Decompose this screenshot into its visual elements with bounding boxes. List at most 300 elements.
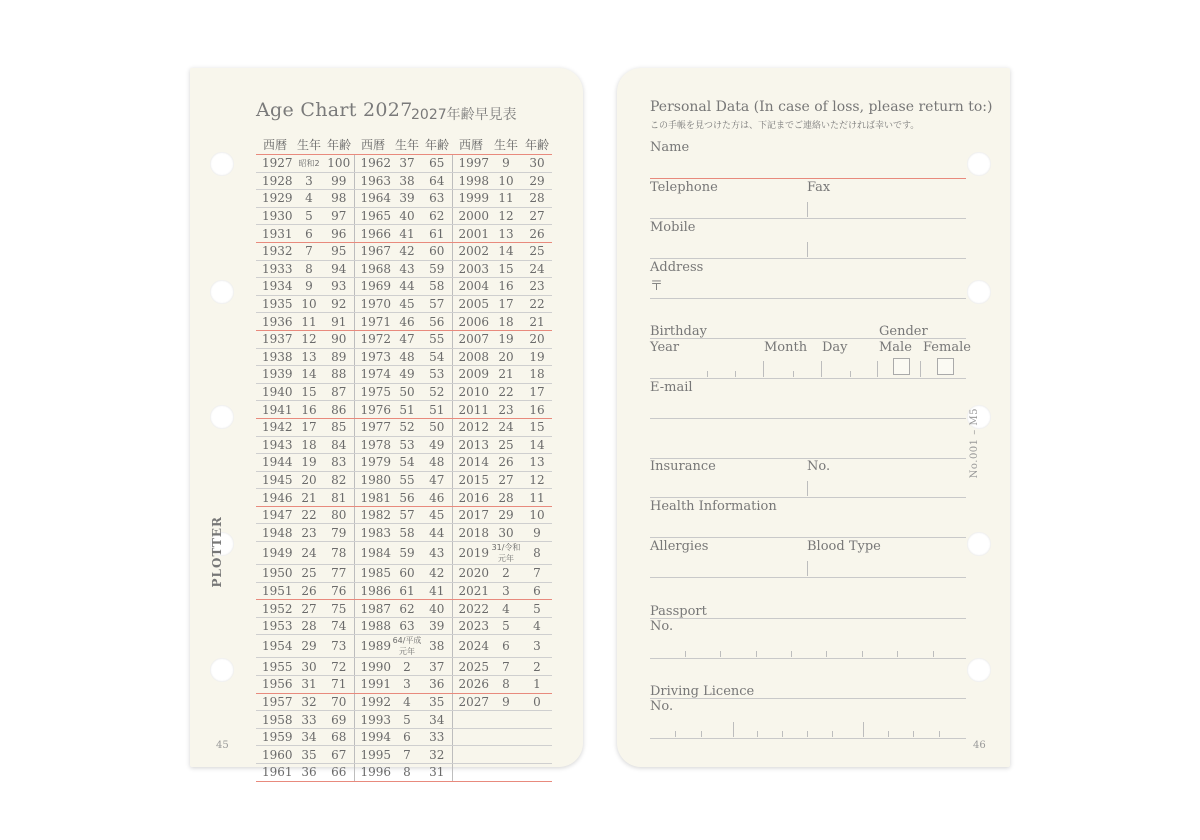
table-cell: 6 <box>490 635 522 658</box>
field-divider <box>807 242 808 257</box>
table-row <box>256 582 552 600</box>
table-cell: 1933 <box>256 260 294 278</box>
table-cell: 1969 <box>354 278 392 296</box>
table-row <box>256 524 552 542</box>
table-cell: 2010 <box>452 383 490 401</box>
passport-label: Passport <box>650 604 707 619</box>
table-cell: 29 <box>522 172 552 190</box>
table-cell: 26 <box>294 582 324 600</box>
table-cell: 1980 <box>354 471 392 489</box>
table-cell: 83 <box>324 454 354 472</box>
table-cell: 62 <box>422 207 452 225</box>
column-header: 西暦 <box>354 134 392 155</box>
table-cell: 73 <box>324 635 354 658</box>
table-cell: 36 <box>422 676 452 694</box>
table-cell: 13 <box>294 348 324 366</box>
table-cell: 1957 <box>256 693 294 711</box>
table-cell: 65 <box>422 155 452 173</box>
field-divider <box>807 561 808 576</box>
table-cell: 1971 <box>354 313 392 331</box>
column-header: 年齢 <box>422 134 452 155</box>
table-cell: 15 <box>294 383 324 401</box>
table-cell: 48 <box>422 454 452 472</box>
table-cell: 31 <box>422 764 452 782</box>
table-row <box>256 383 552 401</box>
table-cell: 2005 <box>452 295 490 313</box>
table-cell: 2012 <box>452 418 490 436</box>
table-row <box>256 471 552 489</box>
table-cell: 1981 <box>354 489 392 507</box>
table-cell: 22 <box>522 295 552 313</box>
table-cell: 57 <box>422 295 452 313</box>
table-cell: 39 <box>422 617 452 635</box>
table-cell: 44 <box>422 524 452 542</box>
table-cell: 1993 <box>354 711 392 729</box>
field-tick <box>862 651 863 657</box>
table-cell: 2004 <box>452 278 490 296</box>
field-tick <box>720 651 721 657</box>
email-label: E-mail <box>650 380 693 395</box>
table-cell: 1958 <box>256 711 294 729</box>
table-cell: 9 <box>294 278 324 296</box>
brand-logo: PLOTTER <box>210 516 224 588</box>
table-cell: 1998 <box>452 172 490 190</box>
table-cell: 1930 <box>256 207 294 225</box>
table-cell: 37 <box>392 155 422 173</box>
table-cell: 8 <box>392 764 422 782</box>
licence-no-label: No. <box>650 699 674 714</box>
binder-hole <box>210 405 234 429</box>
table-cell: 43 <box>422 542 452 565</box>
field-divider <box>863 722 864 737</box>
table-cell <box>522 711 552 729</box>
table-cell: 35 <box>422 693 452 711</box>
binder-hole <box>967 280 991 304</box>
female-label: Female <box>923 340 971 355</box>
field-tick <box>888 731 889 737</box>
table-cell: 93 <box>324 278 354 296</box>
table-cell: 3 <box>490 582 522 600</box>
table-cell: 91 <box>324 313 354 331</box>
table-cell: 50 <box>422 418 452 436</box>
table-cell: 58 <box>392 524 422 542</box>
table-cell: 2001 <box>452 225 490 243</box>
table-cell: 0 <box>522 693 552 711</box>
form-code: No.001 – M5 <box>969 408 980 479</box>
table-row <box>256 635 552 658</box>
table-cell: 41 <box>392 225 422 243</box>
table-row <box>256 489 552 507</box>
column-header: 生年 <box>490 134 522 155</box>
table-cell: 1937 <box>256 330 294 348</box>
table-cell: 5 <box>522 600 552 618</box>
table-cell: 5 <box>490 617 522 635</box>
table-cell: 6 <box>522 582 552 600</box>
table-cell: 2017 <box>452 506 490 524</box>
name-field[interactable] <box>650 178 966 179</box>
table-cell: 2009 <box>452 366 490 384</box>
table-cell: 3 <box>392 676 422 694</box>
table-cell: 49 <box>422 436 452 454</box>
column-header: 生年 <box>294 134 324 155</box>
table-cell: 51 <box>392 401 422 419</box>
table-cell: 1955 <box>256 658 294 676</box>
driving-licence-field[interactable] <box>650 738 966 739</box>
table-cell: 1932 <box>256 242 294 260</box>
table-cell: 9 <box>522 524 552 542</box>
table-cell: 19 <box>522 348 552 366</box>
table-cell: 1999 <box>452 190 490 208</box>
birthday-divider <box>650 338 966 339</box>
table-cell: 20 <box>522 330 552 348</box>
table-cell: 2 <box>392 658 422 676</box>
table-cell: 85 <box>324 418 354 436</box>
health-information-label: Health Information <box>650 499 777 514</box>
table-cell: 2000 <box>452 207 490 225</box>
right-page-personal-data <box>617 68 1010 767</box>
table-cell: 昭和2 <box>294 155 324 173</box>
female-checkbox[interactable] <box>937 358 954 375</box>
table-cell: 39 <box>392 190 422 208</box>
table-cell: 10 <box>490 172 522 190</box>
table-cell: 2016 <box>452 489 490 507</box>
table-row <box>256 155 552 173</box>
insurance-field[interactable] <box>650 497 966 498</box>
table-cell <box>452 728 490 746</box>
insurance-label: Insurance <box>650 459 716 474</box>
telephone-label: Telephone <box>650 180 718 195</box>
table-cell: 2008 <box>452 348 490 366</box>
table-cell: 1940 <box>256 383 294 401</box>
table-cell: 2003 <box>452 260 490 278</box>
table-cell: 1996 <box>354 764 392 782</box>
table-cell: 1936 <box>256 313 294 331</box>
table-row <box>256 401 552 419</box>
table-cell: 89 <box>324 348 354 366</box>
table-cell: 1975 <box>354 383 392 401</box>
table-cell <box>522 746 552 764</box>
table-cell: 7 <box>522 565 552 583</box>
table-cell: 18 <box>522 366 552 384</box>
table-cell: 53 <box>392 436 422 454</box>
table-cell: 40 <box>392 207 422 225</box>
table-cell <box>522 728 552 746</box>
field-divider <box>821 361 822 377</box>
table-cell: 1991 <box>354 676 392 694</box>
table-cell: 1978 <box>354 436 392 454</box>
field-tick <box>757 731 758 737</box>
table-cell: 8 <box>294 260 324 278</box>
table-cell: 46 <box>392 313 422 331</box>
field-tick <box>756 651 757 657</box>
table-cell: 5 <box>294 207 324 225</box>
table-cell: 32 <box>294 693 324 711</box>
table-row <box>256 658 552 676</box>
table-row <box>256 278 552 296</box>
table-cell: 24 <box>522 260 552 278</box>
table-cell: 10 <box>522 506 552 524</box>
table-cell: 1985 <box>354 565 392 583</box>
table-cell: 36 <box>294 764 324 782</box>
table-row <box>256 746 552 764</box>
table-cell <box>452 711 490 729</box>
table-cell: 1973 <box>354 348 392 366</box>
table-cell: 51 <box>422 401 452 419</box>
table-cell: 1995 <box>354 746 392 764</box>
table-cell: 1968 <box>354 260 392 278</box>
table-cell: 38 <box>422 635 452 658</box>
table-cell: 21 <box>522 313 552 331</box>
table-row <box>256 366 552 384</box>
table-cell: 76 <box>324 582 354 600</box>
table-cell: 57 <box>392 506 422 524</box>
table-cell: 1935 <box>256 295 294 313</box>
table-cell: 1962 <box>354 155 392 173</box>
table-cell: 2023 <box>452 617 490 635</box>
table-cell: 1997 <box>452 155 490 173</box>
driving-licence-divider <box>650 698 966 699</box>
table-cell: 63 <box>392 617 422 635</box>
table-cell: 14 <box>490 242 522 260</box>
table-cell: 2026 <box>452 676 490 694</box>
table-cell: 23 <box>294 524 324 542</box>
table-cell: 61 <box>422 225 452 243</box>
field-tick <box>832 731 833 737</box>
table-cell: 60 <box>392 565 422 583</box>
table-cell: 1931 <box>256 225 294 243</box>
column-header: 西暦 <box>256 134 294 155</box>
table-cell: 1961 <box>256 764 294 782</box>
table-cell: 23 <box>522 278 552 296</box>
table-cell: 25 <box>522 242 552 260</box>
allergies-field[interactable] <box>650 577 966 578</box>
table-cell: 2022 <box>452 600 490 618</box>
table-cell: 2025 <box>452 658 490 676</box>
table-cell: 14 <box>522 436 552 454</box>
postal-mark: 〒 <box>650 279 664 294</box>
table-cell: 2024 <box>452 635 490 658</box>
passport-field[interactable] <box>650 658 966 659</box>
table-cell: 69 <box>324 711 354 729</box>
table-cell: 1927 <box>256 155 294 173</box>
table-cell: 59 <box>392 542 422 565</box>
table-row <box>256 260 552 278</box>
binder-hole <box>210 280 234 304</box>
insurance-no-label: No. <box>807 459 831 474</box>
table-cell: 72 <box>324 658 354 676</box>
table-cell: 45 <box>392 295 422 313</box>
table-cell: 22 <box>294 506 324 524</box>
binder-hole <box>967 152 991 176</box>
table-cell: 94 <box>324 260 354 278</box>
table-cell: 27 <box>294 600 324 618</box>
table-cell: 4 <box>522 617 552 635</box>
table-cell: 17 <box>490 295 522 313</box>
table-cell: 1929 <box>256 190 294 208</box>
table-cell: 2 <box>490 565 522 583</box>
table-cell: 2011 <box>452 401 490 419</box>
table-cell: 1970 <box>354 295 392 313</box>
table-cell: 63 <box>422 190 452 208</box>
table-cell: 2006 <box>452 313 490 331</box>
table-row <box>256 172 552 190</box>
binder-hole <box>210 658 234 682</box>
birthday-label: Birthday <box>650 324 707 339</box>
table-cell: 58 <box>422 278 452 296</box>
table-cell: 4 <box>294 190 324 208</box>
table-cell: 70 <box>324 693 354 711</box>
page-number: 46 <box>973 740 986 751</box>
mobile-field[interactable] <box>650 258 966 259</box>
table-row <box>256 454 552 472</box>
table-cell: 28 <box>490 489 522 507</box>
table-row <box>256 711 552 729</box>
field-tick <box>793 371 794 377</box>
table-row <box>256 617 552 635</box>
table-cell: 47 <box>422 471 452 489</box>
table-cell: 1938 <box>256 348 294 366</box>
telephone-field[interactable] <box>650 218 966 219</box>
table-cell: 15 <box>490 260 522 278</box>
table-cell: 77 <box>324 565 354 583</box>
email-field[interactable] <box>650 418 966 419</box>
table-cell: 50 <box>392 383 422 401</box>
table-cell: 1979 <box>354 454 392 472</box>
table-cell: 99 <box>324 172 354 190</box>
table-cell: 33 <box>294 711 324 729</box>
table-cell: 1943 <box>256 436 294 454</box>
table-cell: 21 <box>490 366 522 384</box>
table-cell: 1941 <box>256 401 294 419</box>
age-chart-title-jp: 2027年齢早見表 <box>411 107 517 123</box>
table-cell: 8 <box>490 676 522 694</box>
table-cell: 14 <box>294 366 324 384</box>
male-checkbox[interactable] <box>893 358 910 375</box>
table-cell: 30 <box>490 524 522 542</box>
table-cell: 1967 <box>354 242 392 260</box>
table-cell: 1928 <box>256 172 294 190</box>
table-cell: 88 <box>324 366 354 384</box>
field-tick <box>685 651 686 657</box>
table-cell: 30 <box>522 155 552 173</box>
table-cell: 52 <box>392 418 422 436</box>
table-cell <box>490 728 522 746</box>
table-cell: 79 <box>324 524 354 542</box>
name-label: Name <box>650 140 690 155</box>
passport-divider <box>650 618 966 619</box>
table-cell: 42 <box>392 242 422 260</box>
table-cell: 16 <box>490 278 522 296</box>
table-cell: 2020 <box>452 565 490 583</box>
field-tick <box>897 651 898 657</box>
table-cell: 81 <box>324 489 354 507</box>
table-row <box>256 330 552 348</box>
table-cell: 12 <box>294 330 324 348</box>
table-cell: 31/令和元年 <box>491 543 521 564</box>
table-cell: 23 <box>490 401 522 419</box>
table-cell: 1964 <box>354 190 392 208</box>
table-cell: 1960 <box>256 746 294 764</box>
field-divider <box>733 722 734 737</box>
health-information-field[interactable] <box>650 537 966 538</box>
table-cell: 48 <box>392 348 422 366</box>
table-cell: 74 <box>324 617 354 635</box>
year-label: Year <box>650 340 680 355</box>
table-cell: 1953 <box>256 617 294 635</box>
table-cell: 84 <box>324 436 354 454</box>
table-cell: 1942 <box>256 418 294 436</box>
table-cell: 34 <box>294 728 324 746</box>
table-cell: 42 <box>422 565 452 583</box>
table-cell: 1946 <box>256 489 294 507</box>
field-tick <box>807 731 808 737</box>
table-cell: 38 <box>392 172 422 190</box>
table-cell: 1954 <box>256 635 294 658</box>
table-cell: 5 <box>392 711 422 729</box>
table-cell: 2019 <box>452 542 490 565</box>
table-cell: 9 <box>490 155 522 173</box>
driving-licence-label: Driving Licence <box>650 684 755 699</box>
table-cell: 1994 <box>354 728 392 746</box>
table-cell: 1989 <box>354 635 392 658</box>
table-cell: 21 <box>294 489 324 507</box>
table-cell: 40 <box>422 600 452 618</box>
field-tick <box>735 371 736 377</box>
table-cell: 1939 <box>256 366 294 384</box>
address-field[interactable] <box>650 298 966 299</box>
table-row <box>256 676 552 694</box>
table-cell: 1959 <box>256 728 294 746</box>
table-cell: 1952 <box>256 600 294 618</box>
table-cell: 8 <box>522 542 552 565</box>
table-cell: 13 <box>490 225 522 243</box>
table-cell: 3 <box>294 172 324 190</box>
table-row <box>256 542 552 565</box>
table-cell: 1944 <box>256 454 294 472</box>
field-divider <box>763 361 764 377</box>
table-cell: 11 <box>294 313 324 331</box>
table-cell: 10 <box>294 295 324 313</box>
table-cell <box>452 764 490 782</box>
table-cell: 6 <box>294 225 324 243</box>
table-cell: 1 <box>522 676 552 694</box>
table-cell: 22 <box>490 383 522 401</box>
table-cell: 11 <box>522 489 552 507</box>
table-cell <box>522 764 552 782</box>
table-cell: 2014 <box>452 454 490 472</box>
table-cell: 1988 <box>354 617 392 635</box>
table-cell: 80 <box>324 506 354 524</box>
table-cell: 1963 <box>354 172 392 190</box>
table-cell: 1990 <box>354 658 392 676</box>
table-cell: 2013 <box>452 436 490 454</box>
table-cell: 44 <box>392 278 422 296</box>
binder-hole <box>967 532 991 556</box>
table-cell: 1949 <box>256 542 294 565</box>
table-cell: 1947 <box>256 506 294 524</box>
table-cell: 24 <box>294 542 324 565</box>
column-header: 西暦 <box>452 134 490 155</box>
table-cell: 7 <box>294 242 324 260</box>
birthday-field[interactable] <box>650 378 966 379</box>
table-cell: 1977 <box>354 418 392 436</box>
table-cell: 90 <box>324 330 354 348</box>
table-cell: 2018 <box>452 524 490 542</box>
column-header: 年齢 <box>324 134 354 155</box>
table-cell <box>490 764 522 782</box>
table-cell: 27 <box>490 471 522 489</box>
table-cell: 18 <box>294 436 324 454</box>
